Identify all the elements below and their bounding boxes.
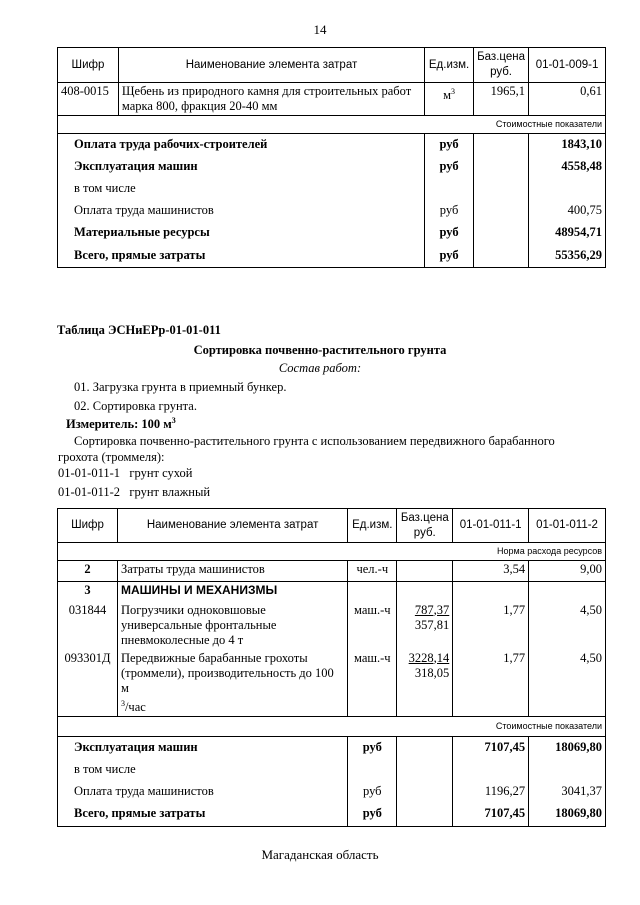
machine-price: 787,37 357,81 [397, 602, 453, 650]
summary-value [529, 178, 606, 200]
summary-label: Материальные ресурсы [58, 222, 425, 244]
header-norm: 01-01-009-1 [529, 48, 606, 83]
table-title: Таблица ЭСНиЕРр-01-01-011 [57, 323, 221, 337]
variant-item: 01-01-011-1 грунт сухой [58, 466, 193, 480]
material-name: Щебень из природного камня для строительных работ марка 800, фракция 20-40 мм [118, 83, 424, 116]
labor-code: 2 [58, 561, 118, 582]
labor-value-2: 9,00 [529, 561, 606, 582]
summary-price [474, 244, 529, 268]
summary-price [474, 200, 529, 222]
summary-label: Всего, прямые затраты [58, 802, 348, 826]
work-item: 02. Сортировка грунта. [74, 399, 197, 413]
labor-name: Затраты труда машинистов [117, 561, 347, 582]
material-price: 1965,1 [474, 83, 529, 116]
summary-unit: руб [425, 156, 474, 178]
summary-price [474, 134, 529, 156]
summary-price [474, 222, 529, 244]
summary-value-1: 7107,45 [453, 736, 529, 758]
summary-value-2: 18069,80 [529, 736, 606, 758]
norm-label: Норма расхода ресурсов [58, 543, 606, 561]
summary-value: 400,75 [529, 200, 606, 222]
summary-price [474, 178, 529, 200]
summary-value-1: 7107,45 [453, 802, 529, 826]
section-heading: Сортировка почвенно-растительного грунта [193, 343, 447, 357]
cost-indicators-label: Стоимостные показатели [58, 116, 606, 134]
summary-value: 55356,29 [529, 244, 606, 268]
summary-value: 48954,71 [529, 222, 606, 244]
summary-label: в том числе [58, 758, 348, 780]
summary-unit: руб [425, 222, 474, 244]
material-code: 408-0015 [58, 83, 119, 116]
header-norm-2: 01-01-011-2 [529, 509, 606, 543]
summary-unit: руб [348, 736, 397, 758]
header-price: Баз.цена руб. [397, 509, 453, 543]
machine-unit: маш.-ч [348, 602, 397, 650]
material-unit: $м^3$ [425, 83, 474, 116]
labor-value-1: 3,54 [453, 561, 529, 582]
summary-value: 1843,10 [529, 134, 606, 156]
labor-price [397, 561, 453, 582]
description-line-2: грохота (троммеля): [58, 450, 165, 464]
cost-table-2 [57, 508, 606, 827]
page-number: 14 [313, 22, 327, 37]
machine-value-2: 4,50 [529, 650, 606, 717]
variant-item: 01-01-011-2 грунт влажный [58, 485, 211, 499]
works-title: Состав работ: [278, 361, 362, 375]
machine-value-2: 4,50 [529, 602, 606, 650]
summary-unit: руб [348, 802, 397, 826]
header-name: Наименование элемента затрат [117, 509, 347, 543]
machine-price: 3228,14 318,05 [397, 650, 453, 717]
summary-price [474, 156, 529, 178]
summary-value-2: 3041,37 [529, 780, 606, 802]
summary-value-2: 18069,80 [529, 802, 606, 826]
summary-label: Эксплуатация машин [58, 156, 425, 178]
measure-label: Измеритель: 100 $м^3$ [66, 416, 176, 432]
summary-label: Оплата труда рабочих-строителей [58, 134, 425, 156]
summary-value: 4558,48 [529, 156, 606, 178]
summary-label: Оплата труда машинистов [58, 780, 348, 802]
summary-value-1: 1196,27 [453, 780, 529, 802]
footer-region: Магаданская область [261, 847, 379, 862]
description-line-1: Сортировка почвенно-растительного грунта с использованием передвижного барабанного [74, 434, 555, 448]
summary-unit: руб [348, 780, 397, 802]
header-unit: Ед.изм. [425, 48, 474, 83]
summary-label: Эксплуатация машин [58, 736, 348, 758]
header-code: Шифр [58, 48, 119, 83]
summary-unit: руб [425, 244, 474, 268]
machine-unit: маш.-ч [348, 650, 397, 717]
summary-label: Всего, прямые затраты [58, 244, 425, 268]
header-name: Наименование элемента затрат [118, 48, 424, 83]
cost-table-1 [57, 47, 606, 268]
material-value: 0,61 [529, 83, 606, 116]
labor-unit: чел.-ч [348, 561, 397, 582]
summary-label: Оплата труда машинистов [58, 200, 425, 222]
summary-unit [425, 178, 474, 200]
machine-name: Передвижные барабанные грохоты (троммели), производительность до 100 м $^3$/час [117, 650, 347, 717]
header-unit: Ед.изм. [348, 509, 397, 543]
machines-code: 3 [58, 582, 118, 602]
machine-code: 093301Д [58, 650, 118, 717]
header-price: Баз.цена руб. [474, 48, 529, 83]
cost-indicators-label: Стоимостные показатели [58, 716, 606, 736]
machines-heading: МАШИНЫ И МЕХАНИЗМЫ [117, 582, 347, 602]
work-item: 01. Загрузка грунта в приемный бункер. [74, 380, 287, 394]
summary-unit: руб [425, 200, 474, 222]
machine-name: Погрузчики одноковшовые универсальные фронтальные пневмоколесные до 4 т [117, 602, 347, 650]
header-norm-1: 01-01-011-1 [453, 509, 529, 543]
machine-value-1: 1,77 [453, 602, 529, 650]
summary-label: в том числе [58, 178, 425, 200]
summary-unit: руб [425, 134, 474, 156]
header-code: Шифр [58, 509, 118, 543]
machine-code: 031844 [58, 602, 118, 650]
machine-value-1: 1,77 [453, 650, 529, 717]
